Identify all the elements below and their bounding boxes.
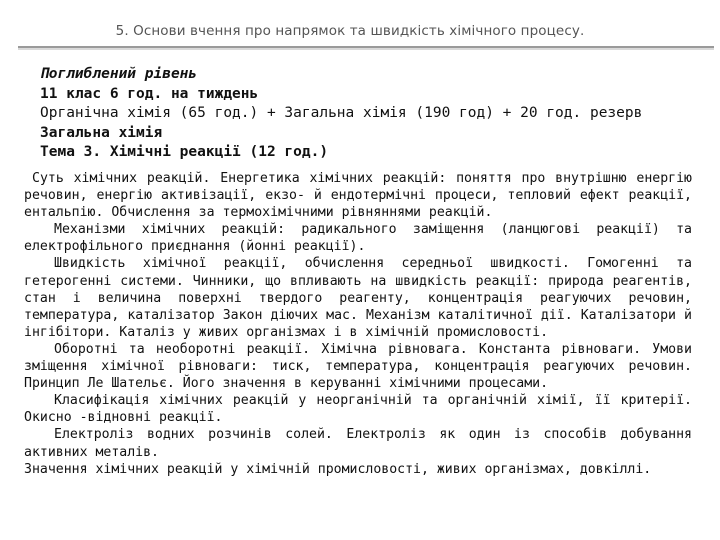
paragraph-significance: Значення хімічних реакцій у хімічній промисловості, живих організмах, довкіллі. xyxy=(24,461,652,477)
paragraph-equilibrium: Оборотні та необоротні реакції. Хімічна рівновага. Константа рівноваги. Умови зміщення хімічної рівноваги: тиск, температура, концентрація реагуючих речовин. Принцип Ле Шательє. Його значення в керуванні хімічними процесами. xyxy=(24,341,692,392)
curriculum-header xyxy=(40,65,710,163)
level-label: Поглиблений рівень xyxy=(40,66,198,82)
class-hours: 11 клас 6 год. на тиждень xyxy=(40,85,259,102)
topic-title: Тема 3. Хімічні реакції (12 год.) xyxy=(40,144,329,160)
paragraph-reaction-essence: Суть хімічних реакцій. Енергетика хімічних реакцій: поняття про внутрішню енергію речовин, енергію активізації, екзо- й ендотермічні процеси, тепловий ефект реакції, ентальпію. Обчислення за термохімічними рівняннями реакцій. xyxy=(24,171,692,221)
paragraph-mechanisms: Механізми хімічних реакцій: радикального заміщення (ланцюгові реакції) та електрофільного приєднання (йонні реакції). xyxy=(24,222,692,255)
paragraph-reaction-rate: Швидкість хімічної реакції, обчислення середньої швидкості. Гомогенні та гетерогенні системи. Чинники, що впливають на швидкість реакції: природа реагентів, стан і величина поверхні твердого реагенту, концентрація реагуючих речовин, температура, каталізатор Закон діючих мас. Механізм каталітичної дії. Каталізатори й інгібітори. Каталіз у живих організмах і в хімічній промисловості. xyxy=(24,256,692,340)
subject-name: Загальна хімія xyxy=(40,124,163,141)
slide-title: 5. Основи вчення про напрямок та швидкість хімічного процесу. xyxy=(115,23,585,39)
course-breakdown: Органічна хімія (65 год.) + Загальна хімія (190 год) + 20 год. резерв xyxy=(40,105,643,121)
paragraph-electrolysis: Електроліз водних розчинів солей. Електроліз як один із способів добування активних металів. xyxy=(24,427,692,460)
paragraph-classification: Класифікація хімічних реакцій у неорганічній та органічній хімії, її критерії. Окисно -відновні реакції. xyxy=(24,393,692,426)
title-divider-shadow xyxy=(18,48,714,50)
topic-content xyxy=(24,170,692,478)
